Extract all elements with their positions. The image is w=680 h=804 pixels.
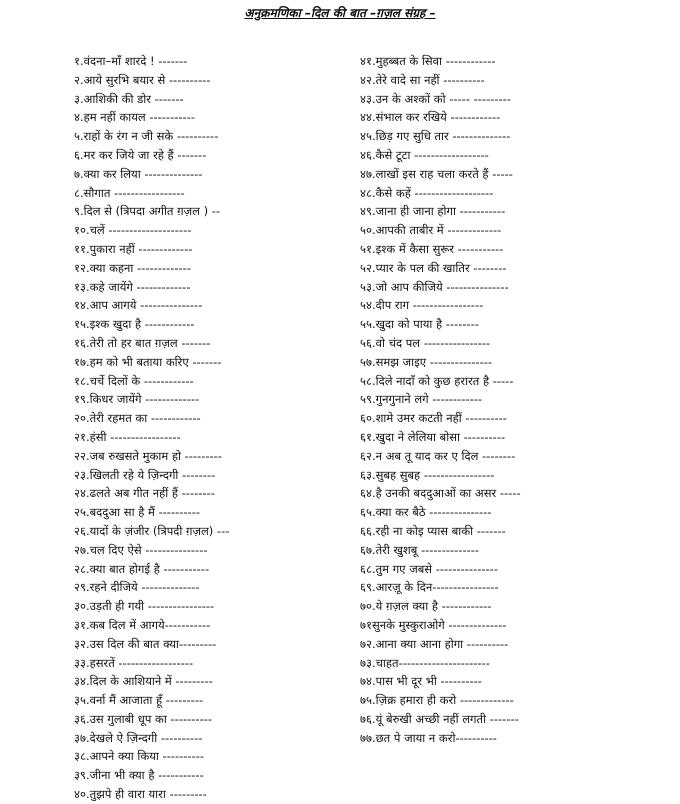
contents-entry: १०.चलें -------------------- <box>74 223 192 238</box>
contents-entry: ५७.समझ जाइए --------------- <box>360 354 493 369</box>
contents-entry: ५१.इश्क में कैसा सुरूर ----------- <box>360 241 504 256</box>
contents-entry: ६६.रही ना कोइ प्यास बाकी ------- <box>360 523 506 538</box>
contents-entry: ७४.पास भी दूर भी ---------- <box>360 674 482 689</box>
contents-entry: ३८.आपने क्या किया ---------- <box>74 749 205 764</box>
contents-entry: १.वंदना–माँ शारदे ! ------- <box>74 54 188 68</box>
contents-entry: १५.इश्क खुदा है ------------ <box>74 317 195 332</box>
contents-entry: ७१सुनके मुस्कुराओगे -------------- <box>360 617 507 632</box>
contents-entry: ६९.आरज़ू के दिन---------------- <box>360 580 499 595</box>
contents-entry: ७.क्या कर लिया -------------- <box>74 166 203 181</box>
contents-entry: ४७.लाखों इस राह चला करते हैं ----- <box>360 166 513 181</box>
contents-entry: ६४.है उनकी बददुआओं का असर ----- <box>360 486 521 501</box>
contents-entry: २३.खिलती रहे ये ज़िन्दगी -------- <box>74 467 216 482</box>
contents-entry: २९.रहने दीजिये -------------- <box>74 580 200 595</box>
contents-entry: २८.क्या बात होगई है ----------- <box>74 561 210 576</box>
contents-entry: ४०.तुझपे ही वारा यारा --------- <box>74 787 207 802</box>
contents-entry: ५९.गुनगुनाने लगे ------------ <box>360 392 483 407</box>
contents-entry: ९.दिल से (त्रिपदा अगीत ग़ज़ल ) -- <box>74 204 221 219</box>
contents-entry: ६३.सुबह सुबह ----------------- <box>360 467 495 482</box>
contents-entry: ७३.चाहत---------------------- <box>360 655 490 670</box>
contents-entry: २०.तेरी रहमत का ------------ <box>74 411 201 426</box>
contents-entry: ६.मर कर जिये जा रहे हैं ------- <box>74 147 207 162</box>
contents-entry: ३.आशिकी की डोर ------- <box>74 91 184 106</box>
contents-entry: २५.बददुआ सा है मैं ---------- <box>74 505 201 520</box>
contents-entry: १९.किधर जायेंगे ------------- <box>74 392 200 407</box>
contents-entry: ७५.ज़िक्र हमारा ही करो ------------- <box>360 693 514 708</box>
contents-entry: ३९.जीना भी क्या है ----------- <box>74 768 204 783</box>
contents-entry: ६५.क्या कर बैठे --------------- <box>360 505 492 520</box>
contents-entry: ३२.उस दिल की बात क्या--------- <box>74 636 217 651</box>
contents-entry: ३१.कब दिल में आगये----------- <box>74 617 211 632</box>
contents-entry: ४६.कैसे टूटा ------------------ <box>360 147 489 162</box>
contents-left-column <box>74 52 364 804</box>
contents-entry: २७.चल दिए ऐसे --------------- <box>74 542 208 557</box>
contents-entry: १८.चर्चे दिलों के ------------ <box>74 373 194 388</box>
contents-entry: ८.सौगात ----------------- <box>74 185 185 200</box>
contents-entry: ३३.हसरतें ------------------ <box>74 655 194 670</box>
contents-entry: ६१.खुदा ने लेलिया बोसा ---------- <box>360 429 506 444</box>
contents-entry: २६.यादों के ज़ंजीर (त्रिपदी ग़ज़ल) --- <box>74 523 230 538</box>
contents-entry: ७६.यूं बेरुखी अच्छी नहीं लगती ------- <box>360 711 519 726</box>
contents-entry: ५२.प्यार के पल की खातिर -------- <box>360 260 507 275</box>
contents-entry: ४३.उन के अश्कों को ----- --------- <box>360 91 511 106</box>
contents-entry: ५३.जो आप कीजिये --------------- <box>360 279 509 294</box>
contents-entry: ६०.शामे उमर कटती नहीं ---------- <box>360 411 507 426</box>
contents-entry: ५४.दीप राग ----------------- <box>360 298 484 313</box>
contents-entry: ४५.छिड़ गए सुधि तार -------------- <box>360 129 511 144</box>
contents-entry: १६.तेरी तो हर बात ग़ज़ल ------- <box>74 335 211 350</box>
contents-entry: ३६.उस गुलाबी धूप का ---------- <box>74 711 213 726</box>
contents-entry: ५५.खुदा को पाया है -------- <box>360 317 480 332</box>
contents-entry: १४.आप आगये --------------- <box>74 298 203 313</box>
contents-entry: ४२.तेरे वादे सा नहीं ---------- <box>360 72 485 87</box>
contents-right-column <box>360 52 660 747</box>
contents-entry: ४१.मुहब्बत के सिवा ------------ <box>360 54 496 68</box>
contents-entry: ३४.दिल के आशियाने में --------- <box>74 674 213 689</box>
contents-entry: ४४.संभाल कर रखिये ------------ <box>360 110 501 125</box>
contents-entry: २१.हंसी ----------------- <box>74 429 181 444</box>
contents-entry: २.आये सुरभि बयार से ---------- <box>74 72 211 87</box>
contents-entry: १३.कहे जायेंगे ------------- <box>74 279 191 294</box>
contents-entry: ६२.न अब तू याद कर ए दिल -------- <box>360 448 516 463</box>
contents-entry: ७७.छत पे जाया न करो---------- <box>360 730 497 745</box>
contents-entry: २२.जब रुखसते मुकाम हो --------- <box>74 448 222 463</box>
contents-entry: ३०.उड़ती ही गयी ---------------- <box>74 599 215 614</box>
contents-entry: २४.ढलते अब गीत नहीं हैं -------- <box>74 486 215 501</box>
contents-entry: ६७.तेरी खुशबू -------------- <box>360 542 480 557</box>
contents-entry: १७.हम को भी बताया करिए ------- <box>74 354 222 369</box>
contents-entry: ११.पुकारा नहीं ------------- <box>74 241 193 256</box>
contents-entry: ६८.तुम गए जबसे --------------- <box>360 561 498 576</box>
contents-entry: ३५.वर्ना मैं आजाता हूँ --------- <box>74 693 204 708</box>
contents-entry: ७२.आना क्या आना होगा ---------- <box>360 636 509 651</box>
contents-entry: ४९.जाना ही जाना होगा ----------- <box>360 204 506 219</box>
contents-entry: ५६.वो चंद पल ---------------- <box>360 335 491 350</box>
contents-entry: १२.क्या कहना ------------- <box>74 260 191 275</box>
page-title: अनुक्रमणिका –दिल की बात –ग़ज़ल संग्रह – <box>244 6 436 20</box>
contents-entry: ४८.कैसे कहें ------------------- <box>360 185 494 200</box>
contents-entry: ५.राहों के रंग न जी सके ---------- <box>74 129 219 144</box>
contents-entry: ५०.आपकी ताबीर में ------------- <box>360 223 502 238</box>
contents-entry: ७०.ये ग़ज़ल क्या है ------------ <box>360 599 492 614</box>
contents-entry: ३७.देखले ऐ ज़िन्दगी ---------- <box>74 730 203 745</box>
contents-entry: ५८.दिले नादाँ को कुछ हरारत है ----- <box>360 373 514 388</box>
contents-entry: ४.हम नहीं कायल ----------- <box>74 110 195 125</box>
